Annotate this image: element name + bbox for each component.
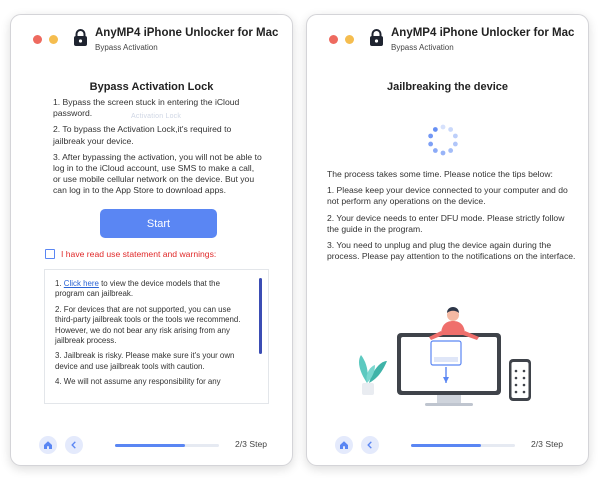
- instruction-item: 1. Bypass the screen stuck in entering the iCloud password.: [53, 97, 240, 119]
- warning-item: 2. For devices that are not supported, you can use third-party jailbreak tools or the tools we recommend. However, we do not bear any risk arising from any jailbreak process.: [55, 304, 241, 346]
- home-icon: [339, 440, 349, 450]
- lock-logo-icon: [369, 29, 384, 47]
- spinner-dot: [433, 127, 438, 132]
- step-progress-bar: [411, 444, 515, 447]
- spinner-dot: [448, 127, 453, 132]
- spinner-dot: [453, 134, 458, 139]
- tips-intro: The process takes some time. Please notice the tips below:: [327, 169, 553, 179]
- tip-item: 3. You need to unplug and plug the device again during the process. Please pay attention to the notifications on the interface.: [327, 240, 576, 262]
- page-title: Bypass Activation Lock: [89, 81, 214, 93]
- chevron-left-icon: [365, 440, 375, 450]
- jailbreak-illustration: [345, 291, 545, 411]
- warnings-text: [55, 279, 250, 393]
- minimize-window-button[interactable]: [49, 35, 58, 44]
- spinner-dot: [453, 142, 458, 147]
- app-title: AnyMP4 iPhone Unlocker for Mac: [95, 27, 279, 39]
- home-button[interactable]: [39, 436, 57, 454]
- back-button[interactable]: [65, 436, 83, 454]
- step-indicator: 2/3 Step: [235, 439, 268, 449]
- spinner-dot: [428, 134, 433, 139]
- warnings-scrollbar[interactable]: [259, 278, 262, 354]
- step-progress-fill: [115, 444, 185, 447]
- spinner-dot: [448, 148, 453, 153]
- minimize-window-button[interactable]: [345, 35, 354, 44]
- warning-item: 3. Jailbreak is risky. Please make sure it's your own device and use jailbreak tools with caution.: [55, 351, 235, 371]
- step-progress-fill: [411, 444, 481, 447]
- device-models-link[interactable]: Click here: [63, 279, 99, 288]
- phone-illustration: [509, 359, 531, 401]
- step-progress-bar: [115, 444, 219, 447]
- activation-lock-watermark: Activation Lock: [131, 113, 182, 120]
- instruction-list: [53, 97, 263, 202]
- warning-item: 4. We will not assume any responsibility for any: [55, 377, 221, 387]
- loading-spinner-icon: [426, 123, 460, 157]
- back-button[interactable]: [361, 436, 379, 454]
- step-indicator: 2/3 Step: [531, 439, 564, 449]
- app-subtitle: Bypass Activation: [95, 43, 158, 52]
- tip-item: 2. Your device needs to enter DFU mode. Please strictly follow the guide in the program.: [327, 212, 565, 234]
- jailbreak-window: [306, 14, 589, 466]
- close-window-button[interactable]: [329, 35, 338, 44]
- home-icon: [43, 440, 53, 450]
- footer: [11, 430, 292, 460]
- agreement-label: I have read use statement and warnings:: [61, 249, 217, 259]
- app-title: AnyMP4 iPhone Unlocker for Mac: [391, 27, 575, 39]
- plant-illustration: [359, 355, 387, 395]
- spinner-dot: [433, 148, 438, 153]
- title-bar: [11, 15, 292, 65]
- warning-item: 1. Click here to view the device models that the program can jailbreak.: [55, 279, 220, 299]
- warnings-box[interactable]: [44, 269, 269, 404]
- footer: [307, 430, 588, 460]
- title-bar: [307, 15, 588, 65]
- agreement-checkbox[interactable]: [45, 249, 55, 259]
- tips-list: [327, 169, 577, 267]
- tip-item: 1. Please keep your device connected to your computer and do not perform any operations on the device.: [327, 185, 568, 207]
- spinner-dot: [441, 151, 446, 156]
- start-button[interactable]: Start: [100, 209, 217, 238]
- spinner-dot: [441, 125, 446, 130]
- instruction-item: 3. After bypassing the activation, you will not be able to log in to the iCloud account, use SMS to make a call, or use mobile cellular network on the device. But you can log in to the App Store to download apps.: [53, 151, 262, 196]
- close-window-button[interactable]: [33, 35, 42, 44]
- computer-illustration: [397, 333, 501, 406]
- instruction-item: 2. To bypass the Activation Lock,it's required to jailbreak your device.: [53, 124, 232, 146]
- home-button[interactable]: [335, 436, 353, 454]
- app-subtitle: Bypass Activation: [391, 43, 454, 52]
- bypass-activation-window: [10, 14, 293, 466]
- page-title: Jailbreaking the device: [386, 81, 509, 93]
- chevron-left-icon: [69, 440, 79, 450]
- spinner-dot: [428, 142, 433, 147]
- lock-logo-icon: [73, 29, 88, 47]
